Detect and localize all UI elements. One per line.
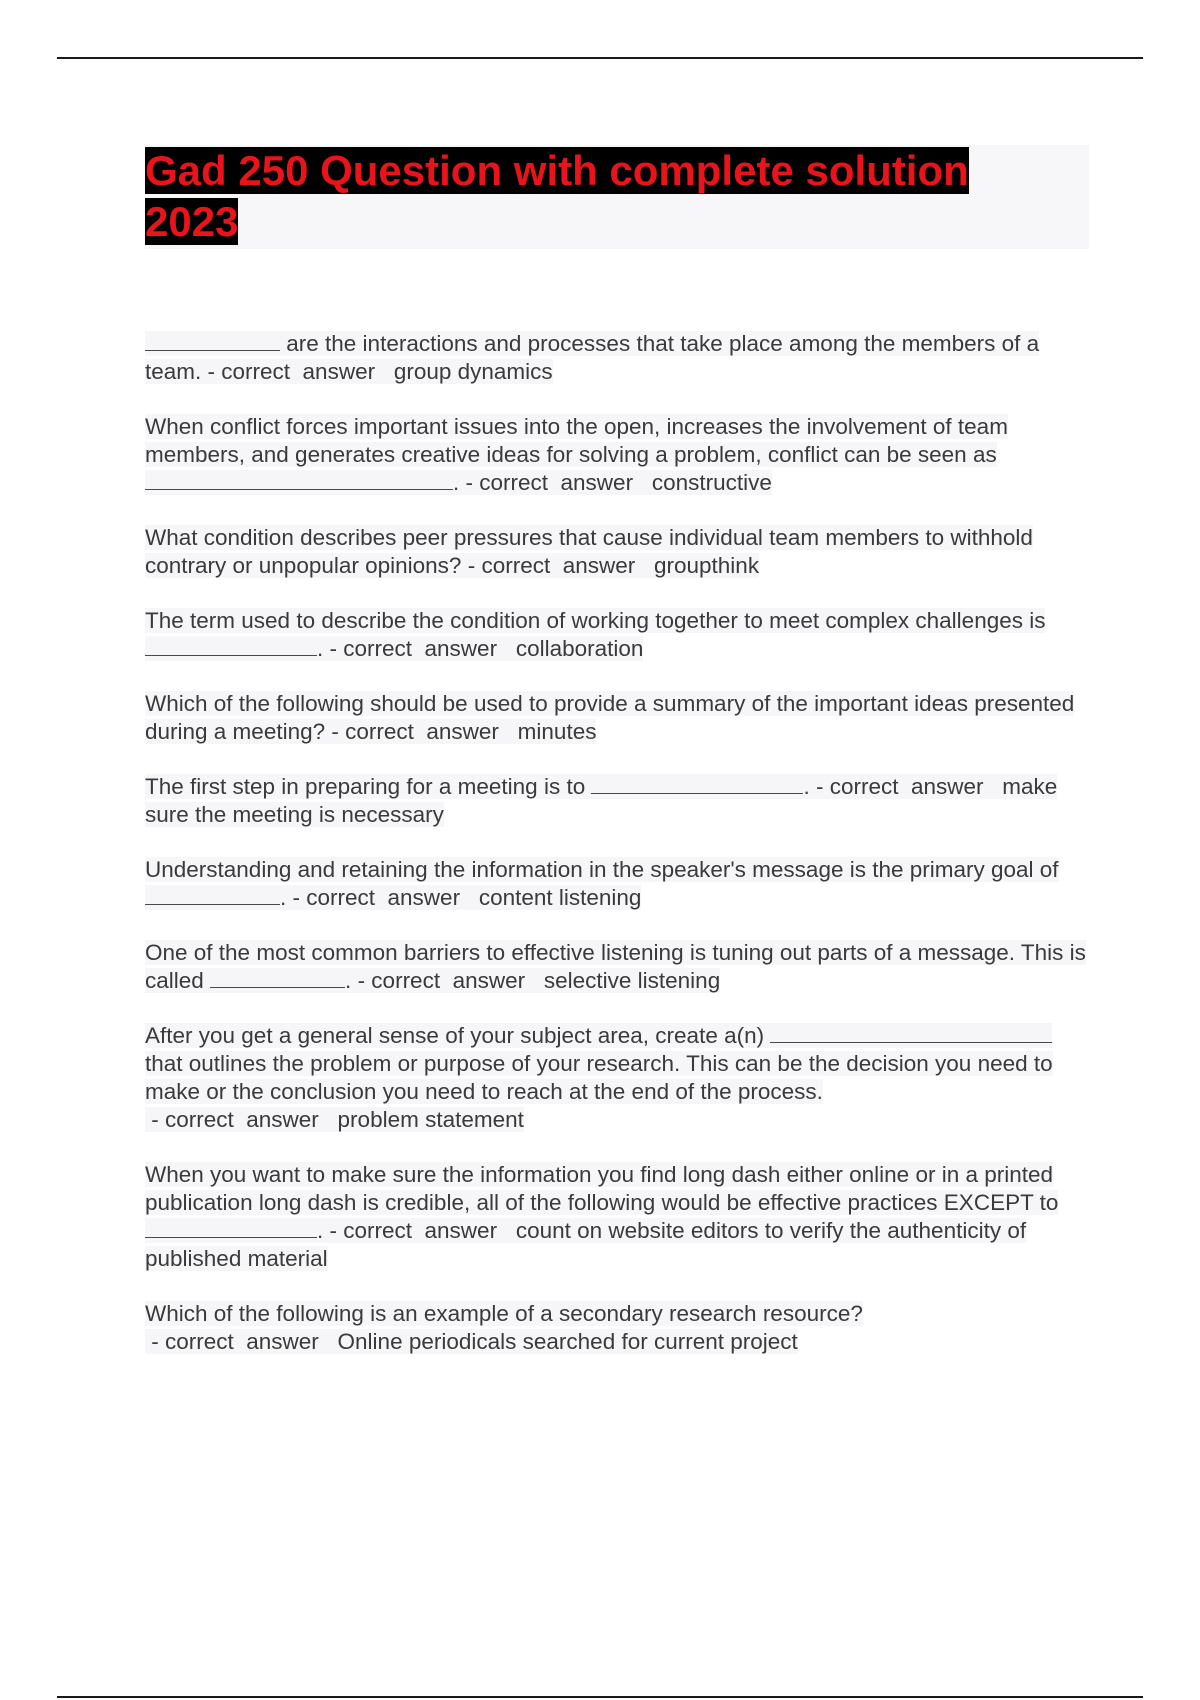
- answer-text: collaboration: [515, 636, 644, 661]
- question-text: Understanding and retaining the information in the speaker's message is the primary goal of: [145, 857, 1059, 882]
- answer-label: - correct answer: [461, 553, 654, 578]
- question-text: When conflict forces important issues into the open, increases the involvement of team members, and generates creative ideas for solving a problem, conflict can be seen as: [145, 414, 1008, 467]
- qa-item: [145, 1300, 1089, 1356]
- answer-label: - correct answer: [809, 774, 1003, 799]
- answer-label: - correct answer: [201, 359, 394, 384]
- answer-text: group dynamics: [393, 359, 553, 384]
- qa-item: [145, 1022, 1089, 1134]
- bottom-rule: [57, 1696, 1143, 1698]
- top-rule: [57, 57, 1143, 59]
- title-block: [145, 145, 1089, 249]
- answer-text: groupthink: [654, 553, 760, 578]
- question-text: Which of the following is an example of a secondary research resource?: [145, 1301, 863, 1326]
- answer-label: - correct answer: [351, 968, 544, 993]
- question-text-after: .: [280, 885, 287, 910]
- question-text-after: .: [453, 470, 460, 495]
- answer-text: problem statement: [337, 1107, 524, 1132]
- question-text-after: .: [317, 636, 324, 661]
- fill-in-blank: [210, 967, 345, 988]
- question-text: After you get a general sense of your subject area, create a(n): [145, 1023, 771, 1048]
- answer-label: - correct answer: [323, 1218, 516, 1243]
- question-text-after: .: [803, 774, 810, 799]
- fill-in-blank: [145, 635, 317, 656]
- answer-text: count on website editors to verify the authenticity of published material: [145, 1218, 1027, 1271]
- answer-text: content listening: [478, 885, 642, 910]
- fill-in-blank: [145, 884, 280, 905]
- qa-item: [145, 330, 1089, 386]
- question-text-after: that outlines the problem or purpose of your research. This can be the decision you need to make or the conclusion you need to reach at the end of the process.: [145, 1051, 1053, 1104]
- question-text: When you want to make sure the information you find long dash either online or in a printed publication long dash is credible, all of the following would be effective practices EXCEPT to: [145, 1162, 1059, 1215]
- question-text: What condition describes peer pressures that cause individual team members to withhold contrary or unpopular opinions?: [145, 525, 1033, 578]
- answer-text: make sure the meeting is necessary: [145, 774, 1058, 827]
- fill-in-blank: [145, 1217, 317, 1238]
- answer-text: selective listening: [543, 968, 721, 993]
- answer-text: constructive: [651, 470, 772, 495]
- answer-label: - correct answer: [145, 1329, 338, 1354]
- qa-item: [145, 413, 1089, 497]
- question-text: Which of the following should be used to provide a summary of the important ideas presented during a meeting?: [145, 691, 1075, 744]
- answer-label: - correct answer: [459, 470, 652, 495]
- qa-item: [145, 939, 1089, 995]
- qa-item: [145, 856, 1089, 912]
- question-text-after: .: [317, 1218, 324, 1243]
- fill-in-blank: [145, 330, 280, 351]
- qa-item: [145, 773, 1089, 829]
- qa-item: [145, 524, 1089, 580]
- document-title: [145, 145, 1015, 247]
- document-title-text: Gad 250 Question with complete solution 2023: [145, 147, 969, 245]
- answer-label: - correct answer: [325, 719, 518, 744]
- answer-label: - correct answer: [323, 636, 516, 661]
- qa-item: [145, 690, 1089, 746]
- question-text: are the interactions and processes that take place among the members of a team.: [145, 331, 1040, 384]
- fill-in-blank: [591, 773, 803, 794]
- question-text: The first step in preparing for a meeting is to: [145, 774, 592, 799]
- qa-item: [145, 1161, 1089, 1273]
- qa-item: [145, 607, 1089, 663]
- question-list: [145, 330, 1089, 1383]
- question-text-after: .: [345, 968, 352, 993]
- answer-label: - correct answer: [286, 885, 479, 910]
- fill-in-blank: [770, 1022, 1052, 1043]
- question-text: The term used to describe the condition of working together to meet complex challenges is: [145, 608, 1046, 633]
- answer-text: minutes: [517, 719, 597, 744]
- answer-text: Online periodicals searched for current project: [337, 1329, 798, 1354]
- question-text: One of the most common barriers to effective listening is tuning out parts of a message. This is called: [145, 940, 1086, 993]
- answer-label: - correct answer: [145, 1107, 338, 1132]
- fill-in-blank: [145, 469, 453, 490]
